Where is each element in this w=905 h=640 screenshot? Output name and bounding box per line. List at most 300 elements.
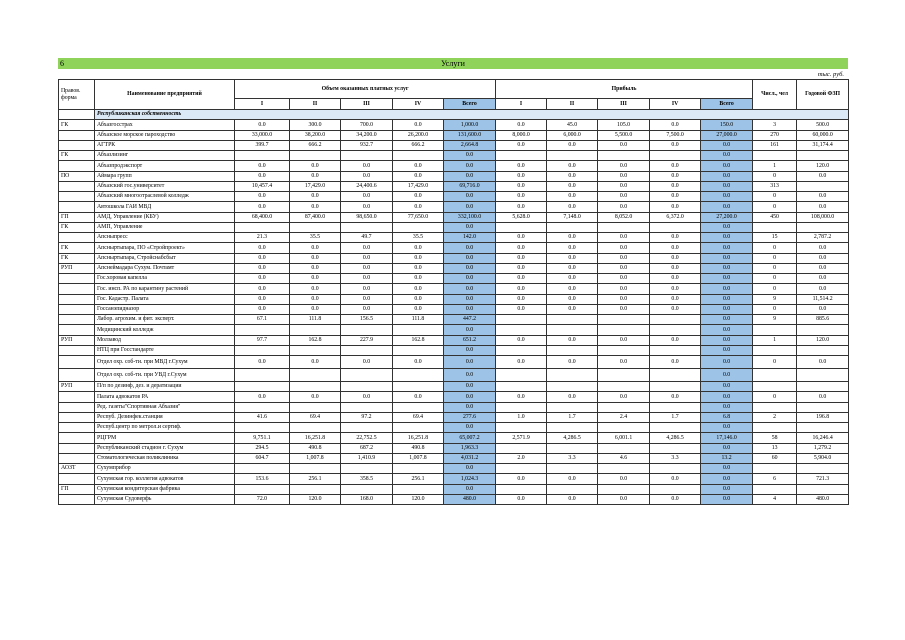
profit-q1-cell <box>496 325 547 335</box>
payroll-cell <box>797 222 849 232</box>
volume-q1-cell: 0.0 <box>235 263 290 273</box>
legal-form-cell <box>59 233 95 243</box>
volume-q1-cell: 41.6 <box>235 412 290 422</box>
table-row <box>59 181 849 191</box>
profit-q2-cell: 4,286.5 <box>547 433 598 443</box>
company-name-cell: Гос.хоровая капелла <box>95 274 235 284</box>
header-name: Наименование предприятий <box>95 80 235 110</box>
profit-total-cell: 0.0 <box>701 140 753 150</box>
profit-q3-cell: 0.0 <box>598 253 650 263</box>
volume-q1-cell <box>235 402 290 412</box>
profit-q2-cell: 0.0 <box>547 284 598 294</box>
services-table <box>58 79 849 505</box>
profit-q4-cell: 0.0 <box>650 192 701 202</box>
legal-form-cell <box>59 443 95 453</box>
legal-form-cell: ГК <box>59 151 95 161</box>
volume-total-cell: 447.2 <box>444 315 496 325</box>
profit-q3-cell: 0.0 <box>598 284 650 294</box>
volume-q2-cell: 0.0 <box>290 356 341 369</box>
volume-q1-cell <box>235 151 290 161</box>
volume-total-cell: 1,024.3 <box>444 474 496 484</box>
volume-q1-cell: 67.1 <box>235 315 290 325</box>
legal-form-cell <box>59 325 95 335</box>
profit-q2-cell: 0.0 <box>547 202 598 212</box>
profit-q1-cell: 0.0 <box>496 140 547 150</box>
volume-q1-cell: 0.0 <box>235 392 290 402</box>
volume-total-cell: 0.0 <box>444 284 496 294</box>
section-row <box>59 110 849 120</box>
volume-q2-cell: 0.0 <box>290 243 341 253</box>
volume-q3-cell: 687.2 <box>341 443 393 453</box>
legal-form-cell: ГП <box>59 212 95 222</box>
header-volume-total: Всего <box>444 99 496 110</box>
staff-cell <box>753 151 797 161</box>
company-name-cell: Апснеймадара Сухум. Почтамт <box>95 263 235 273</box>
profit-total-cell: 0.0 <box>701 392 753 402</box>
payroll-cell: 1,279.2 <box>797 443 849 453</box>
profit-q3-cell: 0.0 <box>598 243 650 253</box>
profit-q3-cell: 0.0 <box>598 140 650 150</box>
table-row <box>59 243 849 253</box>
volume-q4-cell <box>393 325 444 335</box>
profit-q4-cell <box>650 464 701 474</box>
volume-q1-cell: 0.0 <box>235 171 290 181</box>
table-row <box>59 171 849 181</box>
profit-q4-cell: 0.0 <box>650 202 701 212</box>
volume-q2-cell: 0.0 <box>290 284 341 294</box>
volume-q2-cell: 35.5 <box>290 233 341 243</box>
profit-q1-cell: 0.0 <box>496 474 547 484</box>
volume-q2-cell: 256.1 <box>290 474 341 484</box>
volume-q3-cell: 0.0 <box>341 304 393 314</box>
table-row <box>59 263 849 273</box>
staff-cell: 3 <box>753 120 797 130</box>
company-name-cell: Ред. газеты"Спортивная Абхазия" <box>95 402 235 412</box>
volume-q4-cell <box>393 222 444 232</box>
profit-q2-cell: 0.0 <box>547 294 598 304</box>
payroll-cell: 0.0 <box>797 304 849 314</box>
company-name-cell: Абхазское морское пароходство <box>95 130 235 140</box>
profit-q3-cell <box>598 151 650 161</box>
profit-q3-cell: 8,052.0 <box>598 212 650 222</box>
payroll-cell: 120.0 <box>797 161 849 171</box>
volume-total-cell: 2,664.8 <box>444 140 496 150</box>
table-row <box>59 464 849 474</box>
company-name-cell: Сухумская Судоверфь <box>95 494 235 504</box>
profit-q1-cell: 0.0 <box>496 494 547 504</box>
profit-q4-cell: 4,286.5 <box>650 433 701 443</box>
volume-q3-cell: 0.0 <box>341 274 393 284</box>
profit-q2-cell: 0.0 <box>547 335 598 345</box>
volume-q1-cell <box>235 423 290 433</box>
company-name-cell: Молзавод <box>95 335 235 345</box>
volume-q1-cell <box>235 369 290 382</box>
table-row <box>59 120 849 130</box>
table-row <box>59 433 849 443</box>
profit-q4-cell <box>650 222 701 232</box>
profit-q2-cell <box>547 382 598 392</box>
volume-q2-cell: 0.0 <box>290 161 341 171</box>
profit-q1-cell: 0.0 <box>496 120 547 130</box>
company-name-cell: Абхазский многоотраслевой колледж <box>95 192 235 202</box>
volume-total-cell: 0.0 <box>444 274 496 284</box>
profit-q3-cell: 0.0 <box>598 202 650 212</box>
profit-q1-cell <box>496 402 547 412</box>
volume-total-cell: 0.0 <box>444 382 496 392</box>
section-title: Республиканская собственность <box>95 110 849 120</box>
volume-q1-cell: 33,000.0 <box>235 130 290 140</box>
profit-q3-cell <box>598 345 650 355</box>
volume-q3-cell <box>341 345 393 355</box>
profit-q4-cell <box>650 423 701 433</box>
profit-total-cell: 0.0 <box>701 356 753 369</box>
header-profit-q3: III <box>598 99 650 110</box>
volume-q4-cell: 490.8 <box>393 443 444 453</box>
profit-q1-cell: 0.0 <box>496 171 547 181</box>
profit-q4-cell <box>650 484 701 494</box>
volume-q4-cell: 162.8 <box>393 335 444 345</box>
legal-form-cell: ГП <box>59 484 95 494</box>
profit-q2-cell: 0.0 <box>547 243 598 253</box>
volume-q2-cell: 38,200.0 <box>290 130 341 140</box>
volume-q3-cell: 156.5 <box>341 315 393 325</box>
payroll-cell: 0.0 <box>797 171 849 181</box>
company-name-cell: Лабор. агрохим. и фит. эксперт. <box>95 315 235 325</box>
volume-q2-cell <box>290 325 341 335</box>
profit-q2-cell: 0.0 <box>547 171 598 181</box>
profit-q2-cell <box>547 151 598 161</box>
profit-q4-cell: 0.0 <box>650 274 701 284</box>
profit-q3-cell: 0.0 <box>598 192 650 202</box>
staff-cell: 1 <box>753 335 797 345</box>
volume-q4-cell: 111.8 <box>393 315 444 325</box>
company-name-cell: Апсныртыпара, Стройснабсбыт <box>95 253 235 263</box>
profit-q1-cell: 0.0 <box>496 392 547 402</box>
profit-q4-cell: 0.0 <box>650 181 701 191</box>
table-row <box>59 304 849 314</box>
company-name-cell: Медицинский колледж <box>95 325 235 335</box>
profit-total-cell: 0.0 <box>701 202 753 212</box>
table-row <box>59 345 849 355</box>
page-number: 6 <box>60 59 64 68</box>
profit-total-cell: 0.0 <box>701 233 753 243</box>
profit-q4-cell: 0.0 <box>650 171 701 181</box>
header-profit-q2: II <box>547 99 598 110</box>
staff-cell <box>753 382 797 392</box>
profit-q4-cell <box>650 369 701 382</box>
volume-q2-cell <box>290 402 341 412</box>
staff-cell <box>753 423 797 433</box>
company-name-cell: АМП, Управление <box>95 222 235 232</box>
payroll-cell: 0.0 <box>797 356 849 369</box>
table-row <box>59 233 849 243</box>
volume-q2-cell: 0.0 <box>290 263 341 273</box>
profit-q2-cell: 3.3 <box>547 453 598 463</box>
volume-q1-cell: 0.0 <box>235 304 290 314</box>
table-row <box>59 356 849 369</box>
profit-q1-cell: 0.0 <box>496 233 547 243</box>
profit-q3-cell <box>598 315 650 325</box>
profit-q1-cell: 0.0 <box>496 356 547 369</box>
volume-q3-cell: 0.0 <box>341 192 393 202</box>
legal-form-cell: ГК <box>59 253 95 263</box>
volume-total-cell: 0.0 <box>444 222 496 232</box>
volume-q4-cell: 666.2 <box>393 140 444 150</box>
volume-q3-cell <box>341 222 393 232</box>
table-row <box>59 161 849 171</box>
profit-total-cell: 0.0 <box>701 274 753 284</box>
profit-q1-cell: 0.0 <box>496 243 547 253</box>
profit-total-cell: 0.0 <box>701 151 753 161</box>
staff-cell: 313 <box>753 181 797 191</box>
profit-q3-cell: 0.0 <box>598 171 650 181</box>
volume-total-cell: 69,716.0 <box>444 181 496 191</box>
profit-q4-cell: 0.0 <box>650 494 701 504</box>
table-row <box>59 274 849 284</box>
volume-q2-cell: 1,007.8 <box>290 453 341 463</box>
company-name-cell: Апсныртыпара, ПО «Стройпроект» <box>95 243 235 253</box>
volume-q2-cell: 0.0 <box>290 392 341 402</box>
volume-q2-cell <box>290 484 341 494</box>
volume-q4-cell: 1,007.8 <box>393 453 444 463</box>
volume-q3-cell <box>341 151 393 161</box>
profit-total-cell: 0.0 <box>701 369 753 382</box>
profit-total-cell: 0.0 <box>701 161 753 171</box>
header-volume-q2: II <box>290 99 341 110</box>
volume-q2-cell <box>290 345 341 355</box>
volume-q2-cell: 111.8 <box>290 315 341 325</box>
profit-q4-cell: 0.0 <box>650 120 701 130</box>
profit-q1-cell: 0.0 <box>496 294 547 304</box>
profit-q3-cell: 0.0 <box>598 294 650 304</box>
company-name-cell: Стоматологическая поликлиника <box>95 453 235 463</box>
legal-form-cell <box>59 453 95 463</box>
volume-q4-cell: 35.5 <box>393 233 444 243</box>
volume-q2-cell: 490.8 <box>290 443 341 453</box>
volume-total-cell: 0.0 <box>444 171 496 181</box>
volume-total-cell: 65,007.2 <box>444 433 496 443</box>
legal-form-cell: ГК <box>59 120 95 130</box>
profit-q3-cell <box>598 443 650 453</box>
volume-q4-cell: 0.0 <box>393 294 444 304</box>
volume-q4-cell: 0.0 <box>393 304 444 314</box>
profit-total-cell: 0.0 <box>701 464 753 474</box>
volume-q4-cell: 0.0 <box>393 202 444 212</box>
profit-q2-cell: 0.0 <box>547 253 598 263</box>
company-name-cell: Сухумская гор. коллегия адвокатов <box>95 474 235 484</box>
volume-q3-cell <box>341 369 393 382</box>
profit-q4-cell: 1.7 <box>650 412 701 422</box>
volume-q2-cell: 0.0 <box>290 202 341 212</box>
payroll-cell: 120.0 <box>797 335 849 345</box>
volume-total-cell: 0.0 <box>444 161 496 171</box>
volume-q2-cell <box>290 382 341 392</box>
payroll-cell <box>797 402 849 412</box>
section-form-cell <box>59 110 95 120</box>
profit-q4-cell: 0.0 <box>650 356 701 369</box>
company-name-cell: Абхазский гос.университет <box>95 181 235 191</box>
legal-form-cell <box>59 284 95 294</box>
staff-cell: 161 <box>753 140 797 150</box>
profit-q2-cell: 0.0 <box>547 474 598 484</box>
staff-cell: 1 <box>753 161 797 171</box>
profit-total-cell: 0.0 <box>701 494 753 504</box>
profit-total-cell: 0.0 <box>701 423 753 433</box>
company-name-cell: Сухумприбор <box>95 464 235 474</box>
profit-q4-cell: 0.0 <box>650 233 701 243</box>
table-row <box>59 130 849 140</box>
volume-total-cell: 0.0 <box>444 369 496 382</box>
legal-form-cell <box>59 474 95 484</box>
volume-q1-cell: 0.0 <box>235 202 290 212</box>
profit-q4-cell <box>650 443 701 453</box>
volume-q3-cell: 700.0 <box>341 120 393 130</box>
volume-q4-cell: 0.0 <box>393 392 444 402</box>
profit-q2-cell: 7,148.0 <box>547 212 598 222</box>
profit-q2-cell: 0.0 <box>547 274 598 284</box>
volume-q3-cell: 98,650.0 <box>341 212 393 222</box>
volume-total-cell: 0.0 <box>444 464 496 474</box>
profit-total-cell: 0.0 <box>701 243 753 253</box>
payroll-cell: 0.0 <box>797 253 849 263</box>
staff-cell: 0 <box>753 253 797 263</box>
profit-q2-cell <box>547 402 598 412</box>
volume-q3-cell: 97.2 <box>341 412 393 422</box>
payroll-cell: 721.3 <box>797 474 849 484</box>
profit-q1-cell <box>496 315 547 325</box>
profit-q3-cell <box>598 402 650 412</box>
volume-q3-cell: 0.0 <box>341 243 393 253</box>
payroll-cell: 196.8 <box>797 412 849 422</box>
profit-q1-cell <box>496 382 547 392</box>
legal-form-cell <box>59 130 95 140</box>
profit-q4-cell: 0.0 <box>650 161 701 171</box>
profit-q4-cell <box>650 382 701 392</box>
profit-total-cell: 0.0 <box>701 335 753 345</box>
profit-q1-cell: 2,571.9 <box>496 433 547 443</box>
profit-q1-cell: 5,628.0 <box>496 212 547 222</box>
company-name-cell: АМД, Управление (КБУ) <box>95 212 235 222</box>
profit-q1-cell <box>496 443 547 453</box>
table-row <box>59 192 849 202</box>
header-form: Правов. форма <box>59 80 95 110</box>
volume-total-cell: 0.0 <box>444 423 496 433</box>
profit-q1-cell <box>496 464 547 474</box>
volume-q4-cell <box>393 423 444 433</box>
volume-q1-cell: 21.3 <box>235 233 290 243</box>
table-row <box>59 382 849 392</box>
profit-total-cell: 150.0 <box>701 120 753 130</box>
profit-total-cell: 0.0 <box>701 345 753 355</box>
volume-q3-cell <box>341 484 393 494</box>
legal-form-cell <box>59 494 95 504</box>
volume-q2-cell: 69.4 <box>290 412 341 422</box>
staff-cell <box>753 222 797 232</box>
staff-cell: 9 <box>753 315 797 325</box>
profit-q1-cell <box>496 484 547 494</box>
profit-q3-cell: 4.6 <box>598 453 650 463</box>
header-staff: Числ., чел <box>753 80 797 110</box>
profit-q2-cell: 45.0 <box>547 120 598 130</box>
volume-q4-cell: 0.0 <box>393 263 444 273</box>
volume-q2-cell <box>290 369 341 382</box>
volume-q2-cell: 0.0 <box>290 253 341 263</box>
profit-q3-cell <box>598 222 650 232</box>
profit-q1-cell: 0.0 <box>496 253 547 263</box>
profit-total-cell: 6.8 <box>701 412 753 422</box>
volume-q1-cell: 68,400.0 <box>235 212 290 222</box>
volume-q1-cell: 0.0 <box>235 120 290 130</box>
profit-q4-cell: 0.0 <box>650 392 701 402</box>
profit-total-cell: 0.0 <box>701 402 753 412</box>
staff-cell: 0 <box>753 304 797 314</box>
profit-q2-cell: 1.7 <box>547 412 598 422</box>
header-payroll: Годовой ФЗП <box>797 80 849 110</box>
volume-q4-cell: 120.0 <box>393 494 444 504</box>
staff-cell <box>753 402 797 412</box>
profit-q2-cell: 0.0 <box>547 356 598 369</box>
volume-total-cell: 0.0 <box>444 345 496 355</box>
staff-cell: 13 <box>753 443 797 453</box>
volume-q3-cell: 0.0 <box>341 294 393 304</box>
legal-form-cell: ГК <box>59 243 95 253</box>
profit-q1-cell: 0.0 <box>496 181 547 191</box>
profit-total-cell: 0.0 <box>701 325 753 335</box>
volume-q1-cell <box>235 345 290 355</box>
payroll-cell: 0.0 <box>797 274 849 284</box>
company-name-cell: Гос. Кадастр. Палата <box>95 294 235 304</box>
profit-q1-cell: 0.0 <box>496 161 547 171</box>
legal-form-cell: АОЗТ <box>59 464 95 474</box>
volume-q4-cell <box>393 151 444 161</box>
header-profit-total: Всего <box>701 99 753 110</box>
profit-q1-cell: 0.0 <box>496 192 547 202</box>
company-name-cell: Респуб. Дезинфек.станция <box>95 412 235 422</box>
profit-total-cell: 27,000.0 <box>701 130 753 140</box>
profit-q3-cell: 0.0 <box>598 392 650 402</box>
profit-q4-cell: 6,372.0 <box>650 212 701 222</box>
company-name-cell: Госсанэпидназор <box>95 304 235 314</box>
title-bar <box>58 58 848 69</box>
legal-form-cell: ПО <box>59 171 95 181</box>
volume-q3-cell: 49.7 <box>341 233 393 243</box>
table-row <box>59 484 849 494</box>
payroll-cell: 108,000.0 <box>797 212 849 222</box>
table-row <box>59 284 849 294</box>
company-name-cell: Абхазпродэкспорт <box>95 161 235 171</box>
volume-q2-cell: 87,400.0 <box>290 212 341 222</box>
company-name-cell: Апсныпресс <box>95 233 235 243</box>
profit-q2-cell: 0.0 <box>547 494 598 504</box>
profit-q4-cell: 0.0 <box>650 335 701 345</box>
staff-cell: 0 <box>753 192 797 202</box>
volume-q3-cell: 932.7 <box>341 140 393 150</box>
volume-q3-cell <box>341 423 393 433</box>
staff-cell: 4 <box>753 494 797 504</box>
profit-total-cell: 0.0 <box>701 171 753 181</box>
volume-q1-cell: 153.6 <box>235 474 290 484</box>
company-name-cell: АГТРК <box>95 140 235 150</box>
table-row <box>59 335 849 345</box>
volume-q1-cell <box>235 464 290 474</box>
profit-q3-cell: 0.0 <box>598 494 650 504</box>
profit-q2-cell <box>547 222 598 232</box>
table-row <box>59 392 849 402</box>
volume-total-cell: 480.0 <box>444 494 496 504</box>
volume-total-cell: 0.0 <box>444 294 496 304</box>
header-volume-q1: I <box>235 99 290 110</box>
payroll-cell <box>797 484 849 494</box>
